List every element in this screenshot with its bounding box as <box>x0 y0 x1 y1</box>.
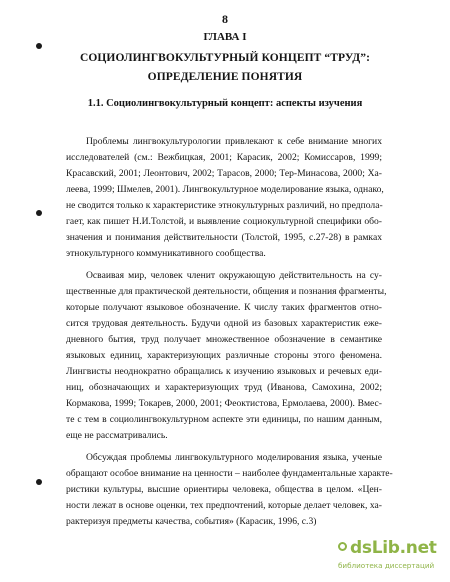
text-line: этнокультурного коммуникативного сообщества. <box>66 248 266 259</box>
text-line: гает, как пишет Н.И.Толстой, и выявление социокультурной специфики обо- <box>66 216 382 227</box>
dslib-watermark-logo <box>338 538 446 578</box>
dslib-logo-icon <box>338 542 347 551</box>
text-line: те с тем в социолингвокультурном аспекте эти единицы, по нашим данным, <box>66 414 382 425</box>
text-line: не сводится только к характеристике этнокультурных различий, но предпола- <box>66 200 383 211</box>
text-line: Красавский, 2001; Леонтович, 2002; Тарасов, 2000; Тер-Минасова, 2000; Ха- <box>66 168 382 179</box>
text-line: исследователей (см.: Вежбицкая, 2001; Карасик, 2002; Комиссаров, 1999; <box>66 152 382 163</box>
text-line: ниц, обозначающих и характеризующих труд (Иванова, Самохина, 2002; <box>66 382 382 393</box>
text-line: щественные для практической деятельности, общения и познания фрагменты, <box>66 286 387 297</box>
text-line: леева, 1999; Шмелев, 2001). Лингвокультурное моделирование языка, однако, <box>66 184 384 195</box>
text-line: рактеризуя предметы качества, события» (Карасик, 1996, с.3) <box>66 516 317 527</box>
text-line: ности лежат в основе оценки, тех предпочтений, которые делает человек, ха- <box>66 500 382 511</box>
text-line: дневного бытия, труд получает множественное обозначение в семантике <box>66 334 382 345</box>
punch-hole-mark <box>36 210 42 216</box>
text-line: значения и понимания действительности (Толстой, 1995, с.27-28) в рамках <box>66 232 382 243</box>
punch-hole-mark <box>36 479 42 485</box>
section-heading: 1.1. Социолингвокультурный концепт: аспекты изучения <box>87 98 363 109</box>
chapter-title-line-1: СОЦИОЛИНГВОКУЛЬТУРНЫЙ КОНЦЕПТ “ТРУД”: <box>79 52 371 64</box>
page-number: 8 <box>222 12 228 26</box>
text-line: обращают особое внимание на ценности – наиболее фундаментальные характе- <box>66 468 393 479</box>
text-line: Осваивая мир, человек членит окружающую действительность на су- <box>86 270 382 281</box>
punch-hole-mark <box>36 43 42 49</box>
text-line: Лингвисты неоднократно обращались к изучению языковых и речевых еди- <box>66 366 382 377</box>
text-line: еще не рассматривались. <box>66 430 168 441</box>
chapter-title-line-2: ОПРЕДЕЛЕНИЕ ПОНЯТИЯ <box>147 71 303 83</box>
text-line: которые получают языковое обозначение. К числу таких фрагментов отно- <box>66 302 382 313</box>
text-line: сится трудовая деятельность. Будучи одной из базовых характеристик еже- <box>66 318 382 329</box>
text-line: Кормакова, 1999; Токарев, 2000, 2001; Феоктистова, Ермолаева, 2000). Вмес- <box>66 398 382 409</box>
text-line: Проблемы лингвокультурологии привлекают к себе внимание многих <box>86 136 382 147</box>
chapter-label: ГЛАВА I <box>203 31 247 43</box>
text-line: ристики культуры, высшие ориентиры человека, общества в целом. «Цен- <box>66 484 382 495</box>
watermark-name: dsLib.net <box>350 538 437 558</box>
text-line: Обсуждая проблемы лингвокультурного моделирования языка, ученые <box>86 452 382 463</box>
watermark-subtitle: библиотека диссертаций <box>338 561 435 570</box>
text-line: языковых единиц, характеризующих различные стороны этого феномена. <box>66 350 382 361</box>
